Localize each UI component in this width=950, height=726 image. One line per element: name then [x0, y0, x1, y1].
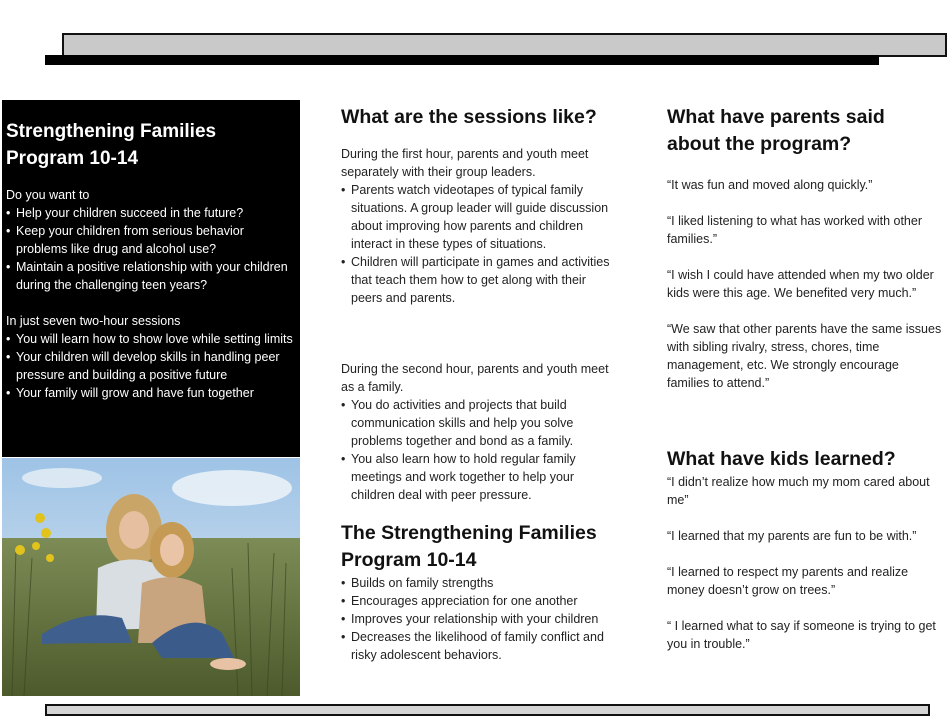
- list-item: • Children will participate in games and activities that teach them how to get along with their peers and parents.: [341, 253, 611, 307]
- want-list: [6, 204, 296, 294]
- parents-heading: What have parents said about the program?: [667, 106, 885, 155]
- second-hour-section: [341, 360, 611, 504]
- kids-heading: What have kids learned?: [667, 448, 896, 470]
- second-hour-text: During the second hour, parents and youth meet as a family.: [341, 362, 609, 394]
- second-hour-block: [341, 360, 611, 504]
- kid-quote: “I learned that my parents are fun to be with.”: [667, 529, 917, 543]
- footer-bar: [45, 704, 930, 716]
- parent-quote: “We saw that other parents have the same issues with sibling rivalry, stress, chores, time management, etc. We strongly encourage families to attend.”: [667, 322, 942, 390]
- parent-quote: “It was fun and moved along quickly.”: [667, 178, 873, 192]
- kids-section: [667, 446, 942, 653]
- list-item: • Maintain a positive relationship with your children during the challenging teen years?: [6, 258, 296, 294]
- list-item: • Builds on family strengths: [341, 574, 611, 592]
- want-intro: Do you want to: [6, 188, 90, 202]
- list-item: • Help your children succeed in the future?: [6, 204, 296, 222]
- second-hour-list: [341, 396, 611, 504]
- list-item: • You also learn how to hold regular family meetings and work together to help your children deal with peer pressure.: [341, 450, 611, 504]
- header-black-bar: [45, 55, 879, 65]
- list-item: • Decreases the likelihood of family conflict and risky adolescent behaviors.: [341, 628, 611, 664]
- kid-quote: “ I learned what to say if someone is trying to get you in trouble.”: [667, 619, 936, 651]
- first-hour-text: During the first hour, parents and youth meet separately with their group leaders.: [341, 147, 589, 179]
- kid-quote: “I didn’t realize how much my mom cared about me”: [667, 475, 930, 507]
- intro-panel: [2, 100, 300, 457]
- program-section: [341, 520, 611, 664]
- program-list: [341, 574, 611, 664]
- sessions-summary: [6, 312, 296, 402]
- list-item: • Your children will develop skills in handling peer pressure and building a positive future: [6, 348, 296, 384]
- list-item: • Improves your relationship with your children: [341, 610, 611, 628]
- first-hour-list: [341, 181, 611, 307]
- parent-quote: “I wish I could have attended when my two older kids were this age. We benefited very much.”: [667, 268, 934, 300]
- sessions-intro: In just seven two-hour sessions: [6, 314, 181, 328]
- panel-title: Strengthening Families Program 10-14: [6, 121, 217, 169]
- sessions-section: [341, 104, 611, 307]
- list-item: • Encourages appreciation for one another: [341, 592, 611, 610]
- first-hour-block: [341, 145, 611, 307]
- want-section: [6, 186, 296, 294]
- header-gray-bar: [62, 33, 947, 57]
- parents-section: [667, 104, 942, 392]
- program-heading: The Strengthening Families Program 10-14: [341, 522, 597, 571]
- list-item: • Keep your children from serious behavior problems like drug and alcohol use?: [6, 222, 296, 258]
- list-item: • Parents watch videotapes of typical family situations. A group leader will guide discussion about improving how parents and children interact in these types of situations.: [341, 181, 611, 253]
- sessions-heading: What are the sessions like?: [341, 106, 597, 128]
- list-item: • You do activities and projects that build communication skills and help you solve problems together and bond as a family.: [341, 396, 611, 450]
- kid-quote: “I learned to respect my parents and realize money doesn’t grow on trees.”: [667, 565, 909, 597]
- family-photo: [2, 458, 300, 696]
- parent-quote: “I liked listening to what has worked with other families.”: [667, 214, 922, 246]
- list-item: • Your family will grow and have fun together: [6, 384, 296, 402]
- session-benefits-list: [6, 330, 296, 402]
- list-item: • You will learn how to show love while setting limits: [6, 330, 296, 348]
